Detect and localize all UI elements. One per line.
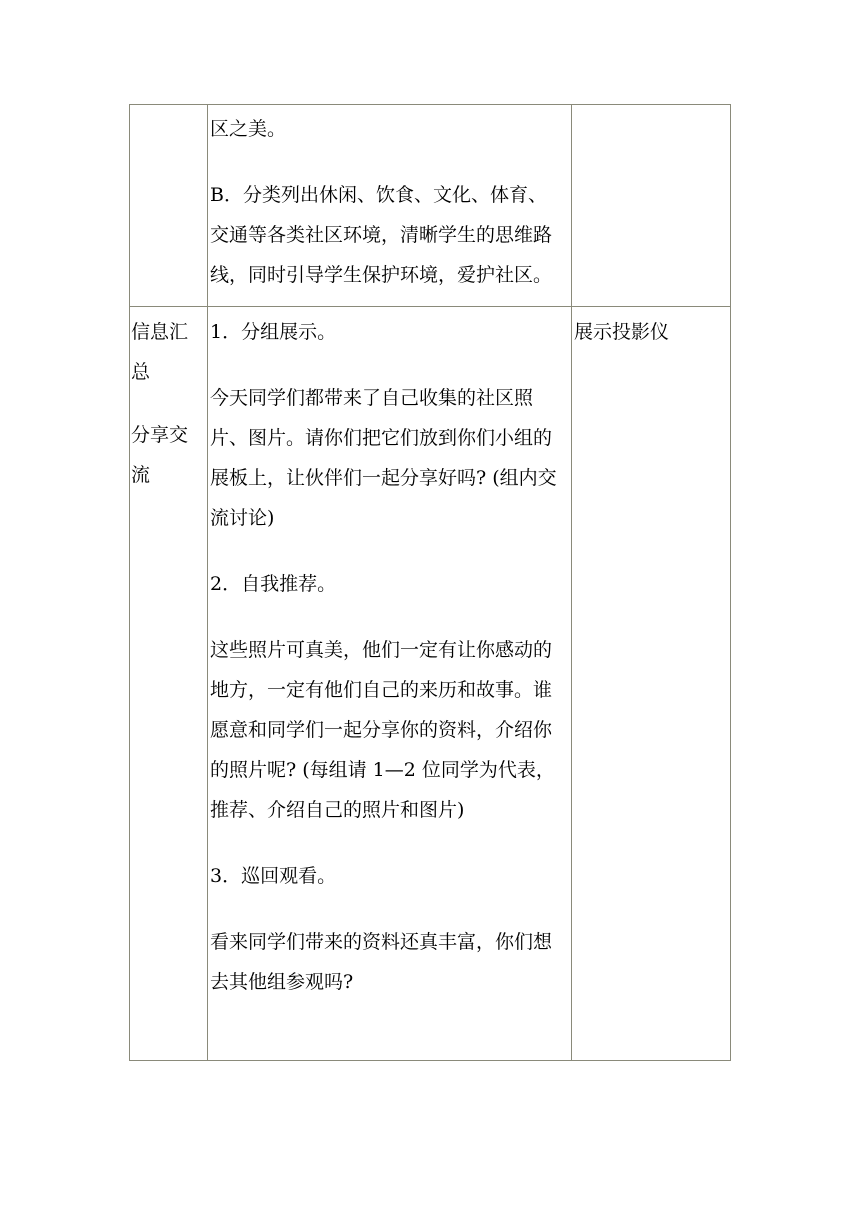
text-line: 流讨论) bbox=[210, 507, 275, 529]
table-bottom-border bbox=[129, 1060, 731, 1061]
text-line: 片、图片。请你们把它们放到你们小组的 bbox=[210, 427, 553, 449]
row2-resource-cell bbox=[574, 312, 728, 352]
text-line: 区之美。 bbox=[210, 118, 287, 140]
resource-label: 展示投影仪 bbox=[574, 321, 670, 343]
text-line: 展板上，让伙伴们一起分享好吗? (组内交 bbox=[210, 467, 557, 489]
text-line: 分享交 bbox=[131, 424, 189, 446]
row2-activity-cell bbox=[131, 312, 205, 495]
row1-paragraph-1 bbox=[210, 109, 570, 149]
column-divider-1 bbox=[207, 104, 208, 1061]
row-divider bbox=[129, 306, 731, 307]
column-divider-2 bbox=[571, 104, 572, 1061]
row1-content-cell bbox=[210, 109, 570, 295]
text-line: 地方，一定有他们自己的来历和故事。谁 bbox=[210, 679, 553, 701]
step-1-heading bbox=[210, 312, 570, 352]
text-line: 流 bbox=[131, 464, 151, 486]
table-right-border bbox=[730, 104, 731, 1061]
step-3-text bbox=[210, 922, 570, 1002]
text-line: 1．分组展示。 bbox=[210, 321, 337, 343]
step-2-text bbox=[210, 630, 570, 830]
step-2-heading bbox=[210, 564, 570, 604]
text-line: 总 bbox=[131, 361, 151, 383]
table-top-border bbox=[129, 104, 731, 105]
text-line: 去其他组参观吗? bbox=[210, 971, 354, 993]
step-3-heading bbox=[210, 856, 570, 896]
text-line: 推荐、介绍自己的照片和图片) bbox=[210, 799, 465, 821]
row2-content-cell bbox=[210, 312, 570, 1002]
text-line: 交通等各类社区环境，清晰学生的思维路 bbox=[210, 224, 553, 246]
activity-name-2 bbox=[131, 415, 205, 495]
row1-paragraph-2 bbox=[210, 175, 570, 295]
text-line: 愿意和同学们一起分享你的资料，介绍你 bbox=[210, 719, 553, 741]
step-1-text bbox=[210, 378, 570, 538]
text-line: 今天同学们都带来了自己收集的社区照 bbox=[210, 387, 534, 409]
text-line: 线，同时引导学生保护环境，爱护社区。 bbox=[210, 264, 553, 286]
text-line: 2．自我推荐。 bbox=[210, 573, 337, 595]
text-line: B．分类列出休闲、饮食、文化、体育、 bbox=[210, 184, 547, 206]
text-line: 信息汇 bbox=[131, 321, 189, 343]
table-left-border bbox=[129, 104, 130, 1061]
text-line: 看来同学们带来的资料还真丰富，你们想 bbox=[210, 931, 553, 953]
text-line: 的照片呢? (每组请 1—2 位同学为代表， bbox=[210, 759, 555, 781]
lesson-plan-table bbox=[129, 104, 731, 1061]
text-line: 3．巡回观看。 bbox=[210, 865, 337, 887]
activity-name-1 bbox=[131, 312, 205, 392]
text-line: 这些照片可真美，他们一定有让你感动的 bbox=[210, 639, 553, 661]
